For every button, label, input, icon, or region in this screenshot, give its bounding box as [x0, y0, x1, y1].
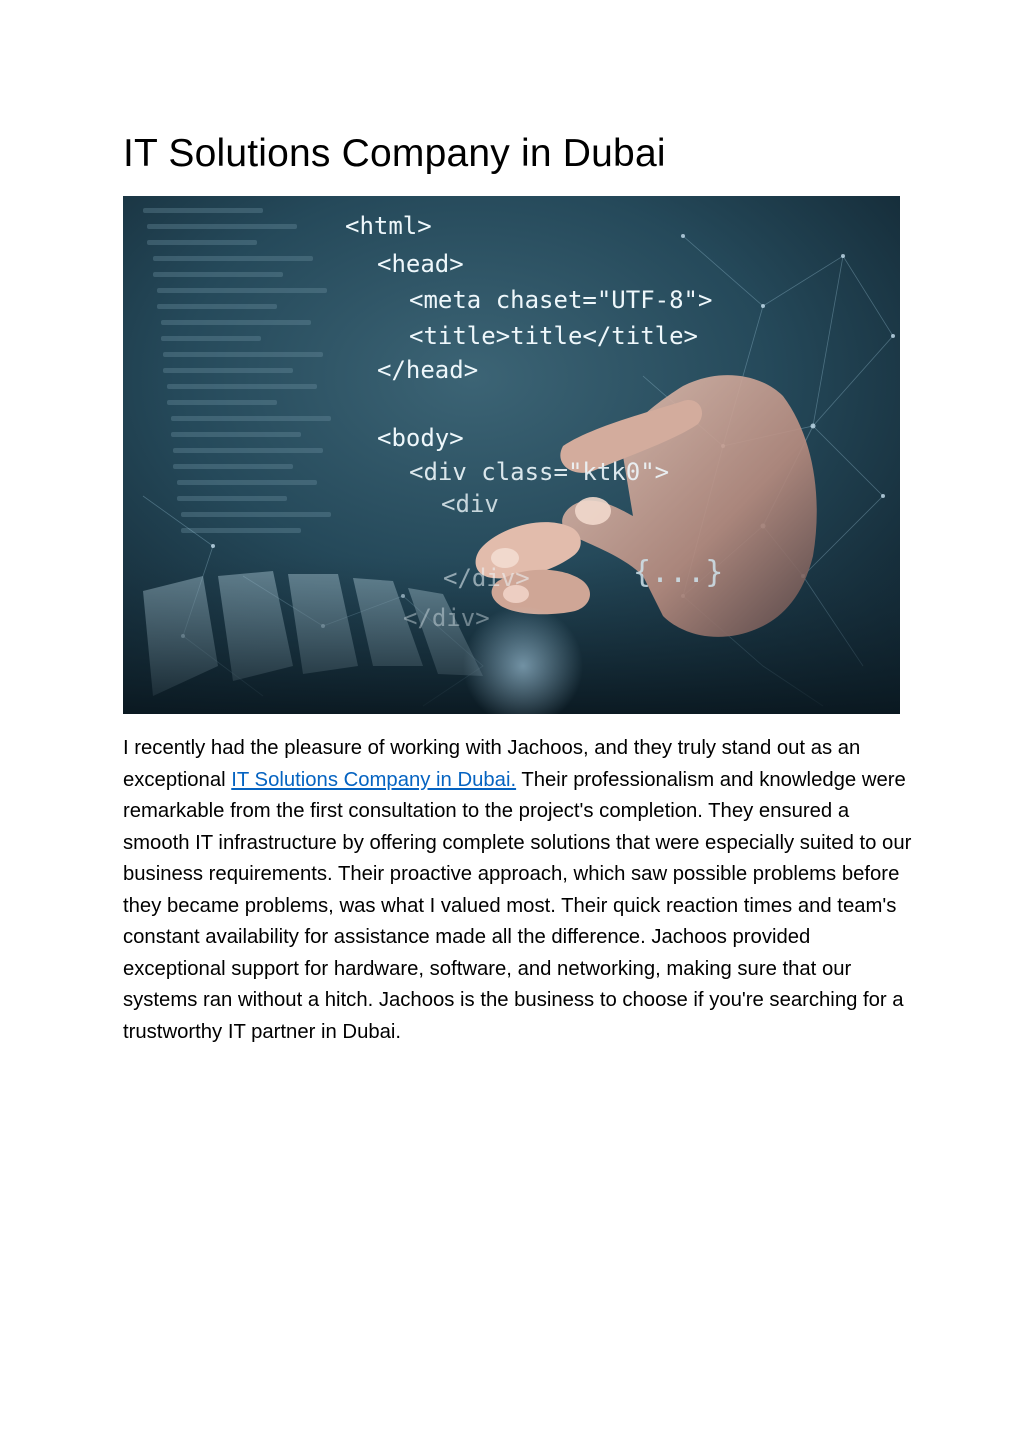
hero-image: [123, 196, 900, 714]
curly-braces-badge: {...}: [633, 555, 724, 590]
code-line: <div class="ktk0">: [409, 458, 670, 486]
code-line: <body>: [377, 424, 464, 452]
code-line: </div>: [403, 604, 490, 632]
it-solutions-link[interactable]: IT Solutions Company in Dubai.: [231, 768, 517, 791]
code-line: </div>: [443, 564, 530, 592]
code-line: <div: [441, 490, 499, 518]
paragraph-text-start: I recently had the pleasure of working with Jachoos, and they truly stand out as an exceptional: [123, 737, 861, 791]
page-title: IT Solutions Company in Dubai: [123, 132, 666, 175]
code-on-screen-icon: [123, 196, 900, 714]
code-line: <head>: [377, 250, 464, 278]
body-paragraph: [123, 733, 913, 1048]
code-line: <title>title</title>: [409, 322, 698, 350]
code-line: <meta chaset="UTF-8">: [409, 286, 713, 314]
code-line: </head>: [377, 356, 479, 384]
paragraph-text-end: Their professionalism and knowledge were remarkable from the first consultation to the project's completion. They ensured a smooth IT infrastructure by offering complete solutions that were especially suited to our business requirements. Their proactive approach, which saw possible problems before they became problems, was what I valued most. Their quick reaction times and team's constant availability for assistance made all the difference. Jachoos provided exceptional support for hardware, software, and networking, making sure that our systems ran without a hitch. Jachoos is the business to choose if you're searching for a trustworthy IT partner in Dubai.: [123, 768, 912, 1043]
code-line: <html>: [345, 212, 432, 240]
